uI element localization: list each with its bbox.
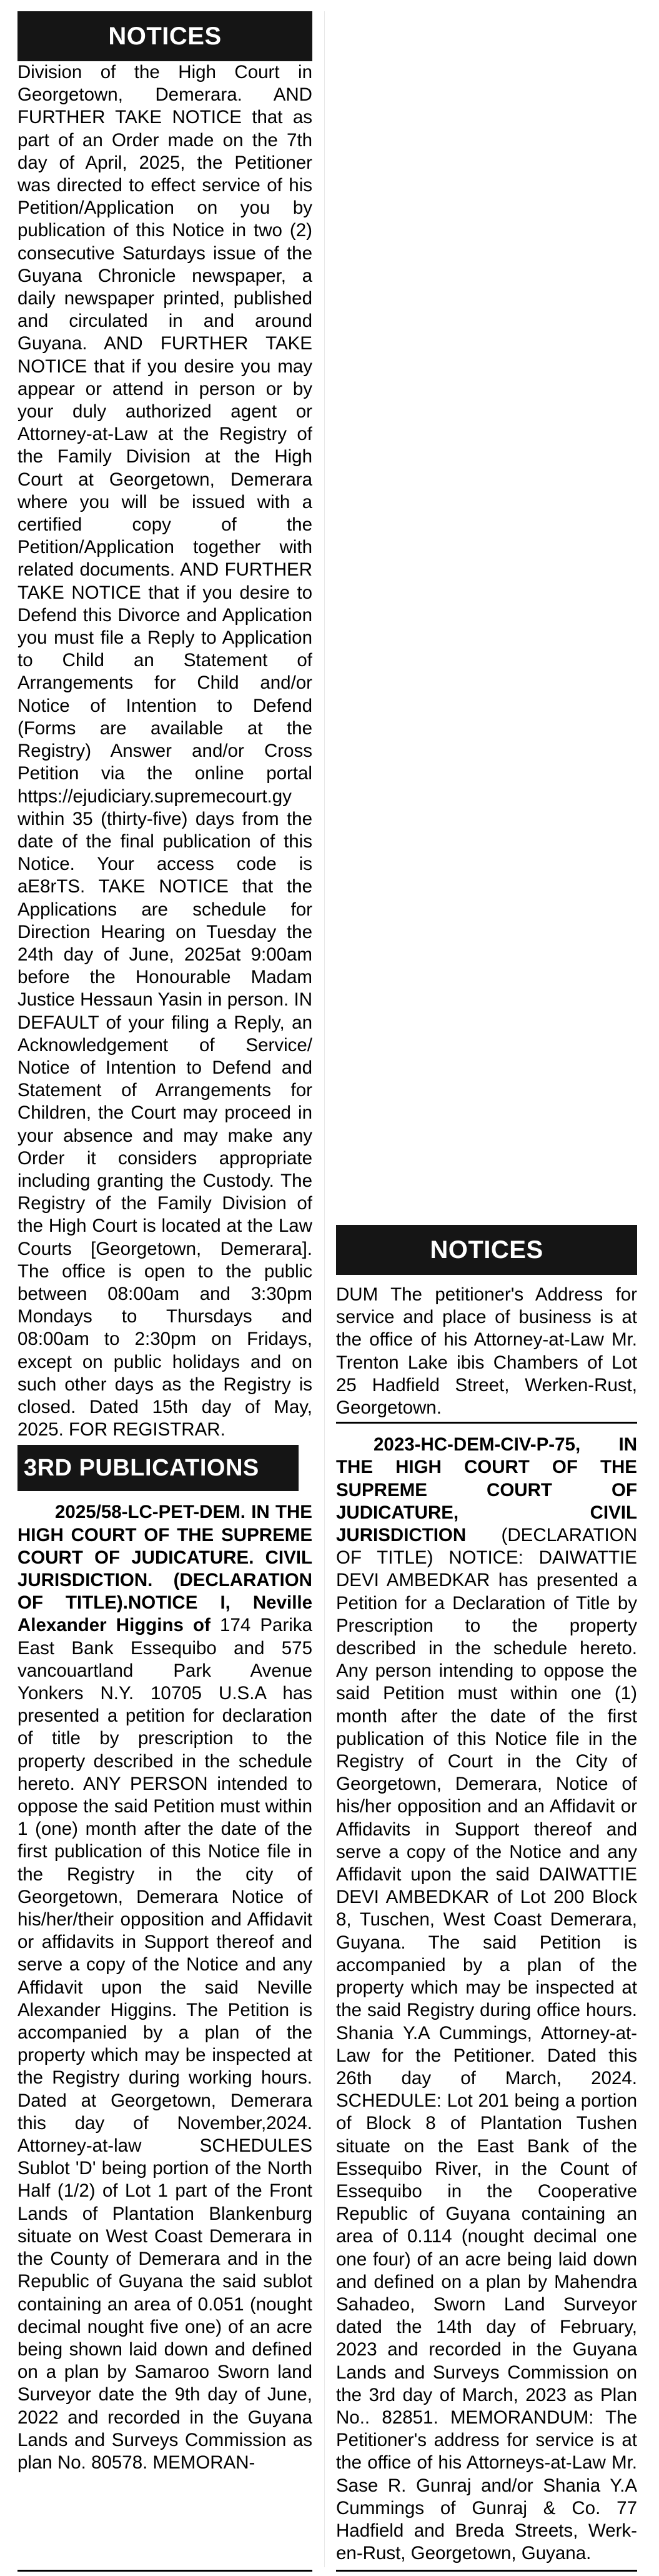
- right-column: [336, 1225, 637, 2565]
- notice-divider: [336, 1422, 637, 1424]
- notice-body-left: Division of the High Court in Georgetown, Demerara. AND FURTHER TAKE NOTICE that as part of an Order made on the 7th day of April, 2025, the Petitioner was directed to effect service of his Petition/Application on you by publication of this Notice in two (2) consecutive Saturdays issue of the Guyana Chronicle newspaper, a daily newspaper printed, published and circulated in and around Guyana. AND FURTHER TAKE NOTICE that if you desire you may appear or attend in person or by your duly authorized agent or Attorney-at-Law at the Registry of the Family Division at the High Court at Georgetown, Demerara where you will be issued with a certified copy of the Petition/Application together with related documents. AND FURTHER TAKE NOTICE that if you desire to Defend this Divorce and Application you must file a Reply to Application to Child an Statement of Arrangements for Child and/or Notice of Intention to Defend (Forms are available at the Registry) Answer and/or Cross Petition via the online portal https://ejudiciary.supremecourt.gy within 35 (thirty-five) days from the date of the final publication of this Notice. Your access code is aE8rTS. TAKE NOTICE that the Applications are schedule for Direction Hearing on Tuesday the 24th day of June, 2025at 9:00am before the Honourable Madam Justice Hessaun Yasin in person. IN DEFAULT of your filing a Reply, an Acknowledgement of Service/ Notice of Intention to Defend and Statement of Arrangements for Children, the Court may proceed in your absence and may make any Order it considers appropriate including granting the Custody. The Registry of the Family Division of the High Court is located at the Law Courts [Georgetown, Demerara]. The office is open to the public between 08:00am and 3:30pm Mondays to Thursdays and 08:00am to 2:30pm on Fridays, except on public holidays and on such other days as the Registry is closed. Dated 15th day of May, 2025. FOR REGISTRAR.: [17, 62, 312, 1440]
- case-2025-58-body: 174 Parika East Bank Essequibo and 575 vancouartland Park Avenue Yonkers N.Y. 10705 U.S.A has presented a petition for declaration of title by prescription to the property described in the schedule hereto. ANY PERSON intended to oppose the said Petition must within 1 (one) month after the date of the first publication of this Notice file in the Registry in the city of Georgetown, Demerara Notice of his/her/their opposition and Affidavit or affidavits in Support thereof and serve a copy of the Notice and any Affidavit upon the said Neville Alexander Higgins. The Petition is accompanied by a plan of the property which may be inspected at the Registry during working hours. Dated at Georgetown, Demerara this day of November,2024. Attorney-at-law SCHEDULES Sublot 'D' being portion of the North Half (1/2) of Lot 1 part of the Front Lands of Plantation Blankenburg situate on West Coast Demerara in the County of Demerara and in the Republic of Guyana the said sublot containing an area of 0.051 (nought decimal nought five one) of an acre being shown laid down and defined on a plan by Samaroo Sworn land Surveyor date the 9th day of June, 2022 and recorded in the Guyana Lands and Surveys Commission as plan No. 80578. MEMORAN-: [17, 1615, 312, 2473]
- notices-header-right: NOTICES: [336, 1225, 637, 1275]
- bottom-rule-right: [336, 2570, 637, 2572]
- notice-body-right: DUM The petitioner's Address for service and place of business is at the office of his Attorney-at-Law Mr. Trenton Lake ibis Chambers of Lot 25 Hadfield Street, Werken-Rust, Georgetown.: [336, 1284, 637, 1419]
- bottom-rule-left: [17, 2570, 312, 2572]
- case-2025-58-heading: 2025/58-LC-PET-DEM. IN THE HIGH COURT OF THE SUPREME COURT OF JUDICATURE. CIVIL JURISDICTION. (DECLARATION OF TITLE).NOTICE I, Neville Alexander Higgins of: [17, 1502, 312, 1636]
- publications-header: 3RD PUBLICATIONS: [17, 1445, 299, 1491]
- case-2023-p-75-body: (DECLARATION OF TITLE) NOTICE: DAIWATTIE DEVI AMBEDKAR has presented a Petition for a Declaration of Title by Prescription to the property described in the schedule hereto. Any person intending to oppose the said Petition must within one (1) month after the date of the first publication of this Notice file in the Registry of Court in the City of Georgetown, Demerara, Notice of his/her opposition and an Affidavit or Affidavits in Support thereof and serve a copy of the Notice and any Affidavit upon the said DAIWATTIE DEVI AMBEDKAR of Lot 200 Block 8, Tuschen, West Coast Demerara, Guyana. The said Petition is accompanied by a plan of the property which may be inspected at the said Registry during office hours. Shania Y.A Cummings, Attorney-at-Law for the Petitioner. Dated this 26th day of March, 2024. SCHEDULE: Lot 201 being a portion of Block 8 of Plantation Tushen situate on the East Bank of the Essequibo River, in the Count of Essequibo in the Cooperative Republic of Guyana containing an area of 0.114 (nought decimal one one four) of an acre being laid down and defined on a plan by Mahendra Sahadeo, Sworn Land Surveyor dated the 14th day of February, 2023 and recorded in the Guyana Lands and Surveys Commission on the 3rd day of March, 2023 as Plan No.. 82851. MEMORANDUM: The Petitioner's address for service is at the office of his Attorneys-at-Law Mr. Sase R. Gunraj and/or Shania Y.A Cummings of Gunraj & Co. 77 Hadfield and Breda Streets, Werk-en-Rust, Georgetown, Guyana.: [336, 1525, 637, 2564]
- case-notice-2025-58: [17, 1497, 312, 2474]
- case-notice-2023-p-75: [336, 1430, 637, 2565]
- case-2023-p-75-heading: 2023-HC-DEM-CIV-P-75, IN THE HIGH COURT OF THE SUPREME COURT OF JUDICATURE, CIVIL JURISDICTION: [336, 1434, 637, 1546]
- case-2025-58-text: [17, 1501, 312, 2474]
- notices-header-left: NOTICES: [17, 11, 312, 61]
- case-2023-p-75-text: [336, 1434, 637, 2565]
- left-column: [17, 11, 312, 2474]
- column-divider: [324, 11, 325, 2567]
